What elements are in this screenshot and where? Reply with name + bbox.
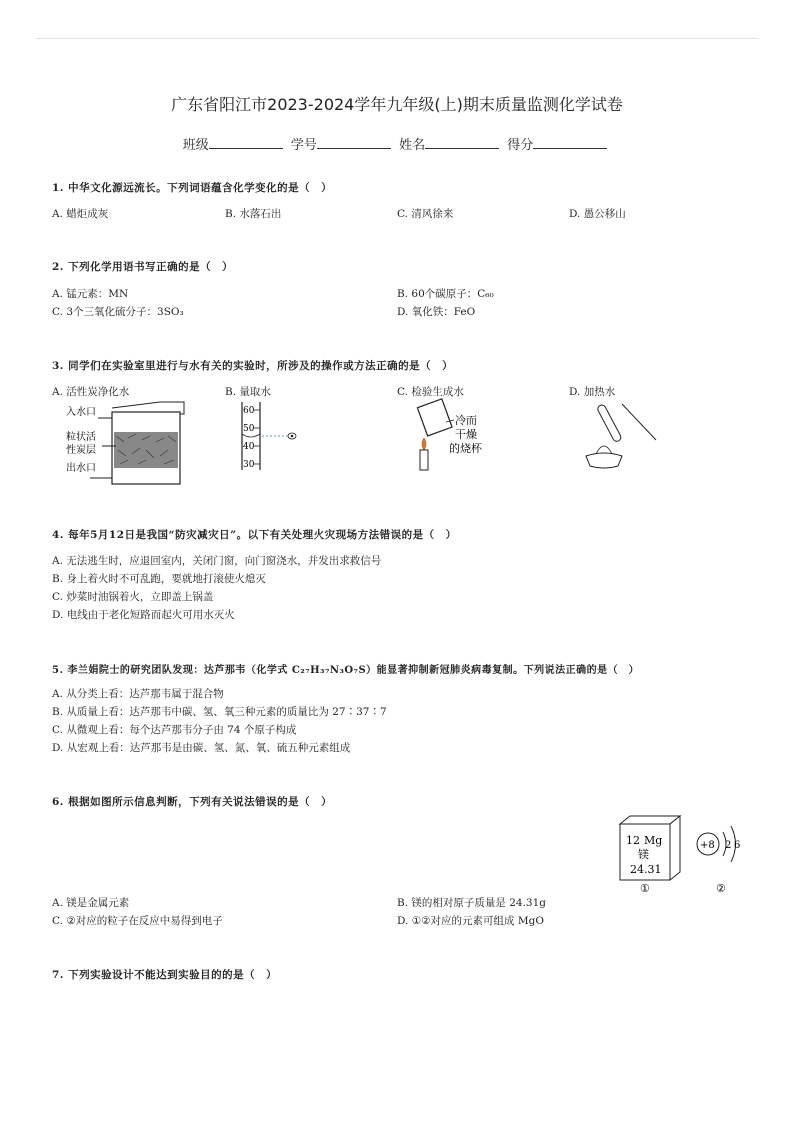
element-name: 镁 bbox=[638, 848, 649, 861]
score-blank[interactable] bbox=[533, 136, 607, 149]
tick-50: 50 bbox=[243, 424, 255, 434]
filter-inlet-label: 入水口 bbox=[66, 407, 96, 418]
q1-option-c[interactable]: C. 清风徐来 bbox=[397, 208, 454, 220]
filter-carbon-label-1: 粒状活 bbox=[66, 432, 96, 443]
class-blank[interactable] bbox=[209, 136, 283, 149]
heating-test-tube-figure bbox=[576, 398, 666, 470]
nuclear-charge: +8 bbox=[700, 840, 715, 851]
test-tube-holder bbox=[622, 404, 656, 440]
atomic-mass: 24.31 bbox=[630, 863, 662, 876]
class-label: 班级 bbox=[182, 138, 209, 153]
element-cube-side bbox=[670, 816, 680, 880]
q4-option-b[interactable]: B. 身上着火时不可乱跑，要就地打滚使火熄灭 bbox=[52, 573, 266, 585]
q1-stem: 1. 中华文化源远流长。下列词语蕴含化学变化的是（ ） bbox=[52, 182, 333, 194]
name-label: 姓名 bbox=[399, 138, 426, 153]
cylinder-ticks bbox=[254, 410, 260, 464]
beaker-label-2: 干燥 bbox=[455, 428, 477, 441]
page-top-rule bbox=[36, 38, 758, 39]
magnesium-element-figure bbox=[612, 814, 752, 898]
q2-option-c[interactable]: C. 3个三氧化硫分子：3SO₃ bbox=[52, 306, 184, 318]
q5-option-a[interactable]: A. 从分类上看：达芦那韦属于混合物 bbox=[52, 688, 224, 700]
q6-option-b[interactable]: B. 镁的相对原子质量是 24.31g bbox=[397, 897, 547, 909]
q1-option-b[interactable]: B. 水落石出 bbox=[225, 208, 282, 220]
q6-option-a[interactable]: A. 镁是金属元素 bbox=[52, 897, 130, 909]
q4-option-a[interactable]: A. 无法逃生时，应退回室内，关闭门窗，向门窗浇水，并发出求救信号 bbox=[52, 555, 382, 567]
shell-2-electrons: 6 bbox=[734, 840, 741, 851]
q3-option-d[interactable]: D. 加热水 bbox=[569, 386, 616, 398]
carbon-filter-figure bbox=[64, 398, 194, 490]
q6-option-d[interactable]: D. ①②对应的元素可组成 MgO bbox=[397, 915, 544, 927]
score-label: 得分 bbox=[507, 138, 534, 153]
q2-stem: 2. 下列化学用语书写正确的是（ ） bbox=[52, 261, 234, 273]
q5-option-b[interactable]: B. 从质量上看：达芦那韦中碳、氢、氧三种元素的质量比为 27∶37∶7 bbox=[52, 706, 387, 718]
flame-icon bbox=[422, 438, 426, 450]
filter-outlet-label: 出水口 bbox=[66, 463, 96, 474]
q4-option-d[interactable]: D. 电线由于老化短路而起火可用水灭火 bbox=[52, 609, 235, 621]
element-symbol: Mg bbox=[644, 834, 663, 847]
id-blank[interactable] bbox=[317, 136, 391, 149]
figure-label-1: ① bbox=[640, 882, 650, 895]
exam-title: 广东省阳江市2023-2024学年九年级(上)期末质量监测化学试卷 bbox=[171, 95, 623, 114]
student-info-line bbox=[0, 134, 794, 153]
tick-40: 40 bbox=[243, 442, 255, 452]
q1-option-d[interactable]: D. 愚公移山 bbox=[569, 208, 626, 220]
q3-option-a[interactable]: A. 活性炭净化水 bbox=[52, 386, 130, 398]
water-meniscus bbox=[242, 434, 260, 437]
beaker-over-flame-figure bbox=[402, 398, 502, 472]
shell-1-electrons: 2 bbox=[725, 840, 732, 851]
q3-option-b[interactable]: B. 量取水 bbox=[225, 386, 271, 398]
q2-option-a[interactable]: A. 锰元素：MN bbox=[52, 288, 129, 300]
q3-option-c[interactable]: C. 检验生成水 bbox=[397, 386, 464, 398]
q6-stem: 6. 根据如图所示信息判断，下列有关说法错误的是（ ） bbox=[52, 796, 333, 808]
q2-option-b[interactable]: B. 60个碳原子：C₆₀ bbox=[397, 288, 494, 300]
tick-60: 60 bbox=[243, 406, 255, 416]
figure-label-2: ② bbox=[716, 882, 726, 895]
tick-30: 30 bbox=[243, 460, 255, 470]
inverted-beaker bbox=[417, 399, 452, 436]
q4-option-c[interactable]: C. 炒菜时油锅着火，立即盖上锅盖 bbox=[52, 591, 214, 603]
beaker-label-1: 冷而 bbox=[455, 414, 477, 427]
atomic-number: 12 bbox=[626, 834, 640, 847]
q4-stem: 4. 每年5月12日是我国“防灾减灾日”。以下有关处理火灾现场方法错误的是（ ） bbox=[52, 529, 457, 541]
id-label: 学号 bbox=[290, 138, 317, 153]
graduated-cylinder-figure bbox=[232, 400, 312, 472]
q5-option-c[interactable]: C. 从微观上看：每个达芦那韦分子由 74 个原子构成 bbox=[52, 724, 297, 736]
q5-option-d[interactable]: D. 从宏观上看：达芦那韦是由碳、氢、氮、氧、硫五种元素组成 bbox=[52, 742, 351, 754]
q2-option-d[interactable]: D. 氧化铁：FeO bbox=[397, 306, 476, 318]
name-blank[interactable] bbox=[425, 136, 499, 149]
alcohol-lamp bbox=[586, 453, 622, 468]
test-tube bbox=[596, 404, 622, 443]
q6-option-c[interactable]: C. ②对应的粒子在反应中易得到电子 bbox=[52, 915, 223, 927]
eye-pupil-icon bbox=[291, 435, 294, 438]
candle bbox=[420, 450, 428, 470]
beaker-label-3: 的烧杯 bbox=[449, 442, 482, 455]
filter-carbon-label-2: 性炭层 bbox=[66, 445, 96, 456]
q1-option-a[interactable]: A. 蜡炬成灰 bbox=[52, 208, 109, 220]
q7-stem: 7. 下列实验设计不能达到实验目的的是（ ） bbox=[52, 969, 278, 981]
q5-stem: 5. 李兰娟院士的研究团队发现：达芦那韦（化学式 C₂₇H₃₇N₃O₇S）能显著抑制新冠肺炎病毒复制。下列说法正确的是（ ） bbox=[52, 665, 640, 676]
q3-stem: 3. 同学们在实验室里进行与水有关的实验时，所涉及的操作或方法正确的是（ ） bbox=[52, 360, 454, 372]
